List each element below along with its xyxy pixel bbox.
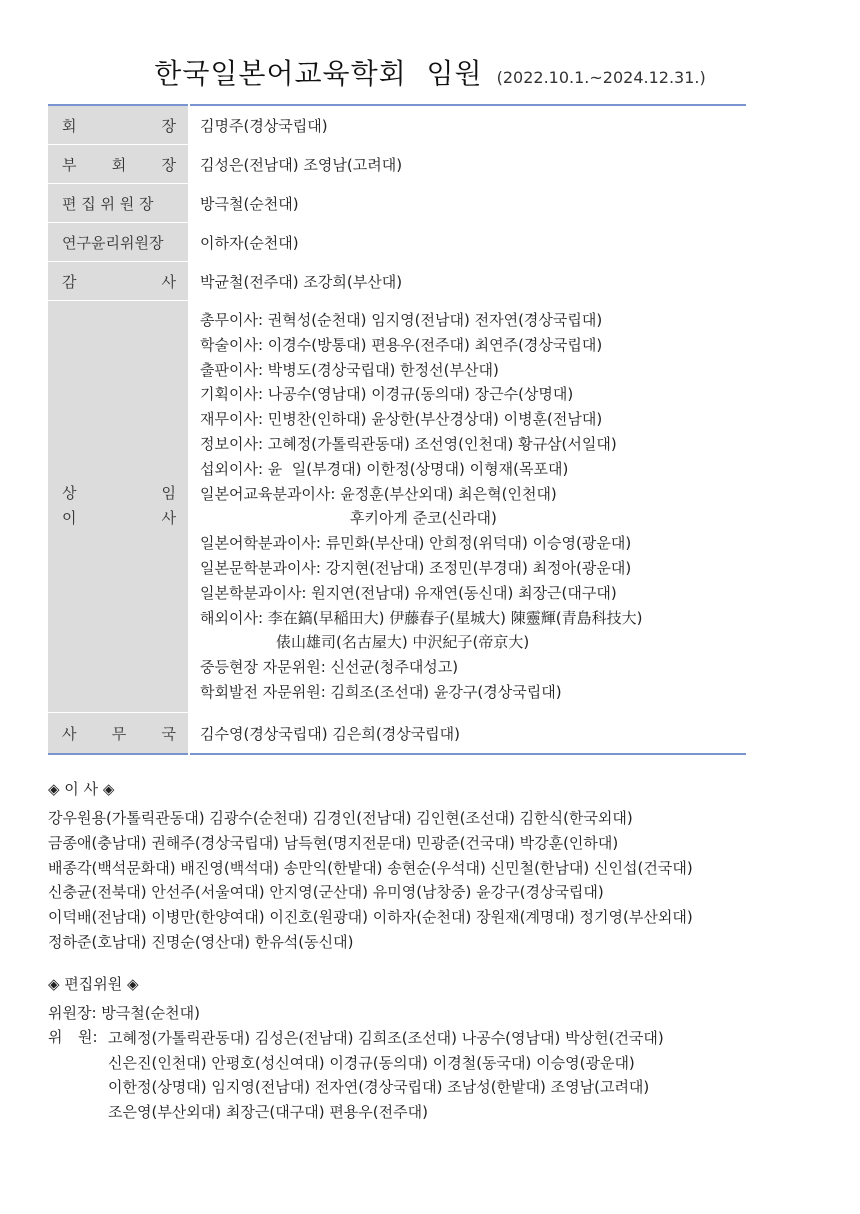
role-label-part: 국 bbox=[161, 724, 176, 743]
role-label-part: 상 bbox=[62, 484, 77, 503]
list-item: 강우원용(가톨릭관동대) 김광수(순천대) 김경인(전남대) 김인현(조선대) 김한식(한국외대) bbox=[48, 809, 633, 827]
list-item: 신은진(인천대) 안평호(성신여대) 이경규(동의대) 이경철(동국대) 이승영(광운대) bbox=[108, 1053, 635, 1072]
officer-row-president bbox=[48, 105, 746, 145]
role-label: 편 집 위 원 장 bbox=[62, 194, 154, 213]
role-cell bbox=[48, 223, 189, 262]
list-item: 학회발전 자문위원: 김희조(조선대) 윤강구(경상국립대) bbox=[200, 682, 562, 701]
list-item: 이한정(상명대) 임지영(전남대) 전자연(경상국립대) 조남성(한밭대) 조영남(고려대) bbox=[108, 1078, 650, 1097]
list-item: 일본어교육분과이사: 윤정훈(부산외대) 최은혁(인천대) bbox=[200, 484, 557, 503]
list-item: 해외이사: 李在鎬(早稲田大) 伊藤春子(星城大) 陳靈輝(青島科技大) bbox=[200, 608, 643, 627]
role-label-part: 무 bbox=[111, 724, 127, 743]
role-label-part: 이 bbox=[62, 509, 77, 528]
officer-value: 이하자(순천대) bbox=[189, 223, 746, 262]
role-cell bbox=[48, 712, 189, 754]
officer-value: 박균철(전주대) 조강희(부산대) bbox=[189, 262, 746, 301]
members-label-part: 원: bbox=[78, 1027, 98, 1046]
officers-table bbox=[48, 104, 746, 755]
list-item: 정하준(호남대) 진명순(영산대) 한유석(동신대) bbox=[48, 932, 354, 951]
list-item: 출판이사: 박병도(경상국립대) 한정선(부산대) bbox=[200, 360, 499, 379]
list-item: 일본어학분과이사: 류민화(부산대) 안희정(위덕대) 이승영(광운대) bbox=[200, 534, 632, 553]
officer-row-ethics-chief bbox=[48, 223, 746, 262]
officer-value: 김명주(경상국립대) bbox=[200, 116, 328, 135]
role-label-part: 장 bbox=[161, 116, 176, 135]
officer-row-vice-president bbox=[48, 145, 746, 184]
list-item: 중등현장 자문위원: 신선균(청주대성고) bbox=[200, 658, 459, 677]
role-label-part: 장 bbox=[161, 155, 176, 174]
list-item: 일본문학분과이사: 강지현(전남대) 조정민(부경대) 최정아(광운대) bbox=[200, 558, 632, 577]
members-label bbox=[48, 1026, 108, 1125]
role-cell bbox=[48, 105, 189, 145]
role-label-part: 사 bbox=[161, 509, 176, 528]
list-item: 금종애(충남대) 권해주(경상국립대) 남득현(명지전문대) 민광준(건국대) 박강훈(인하대) bbox=[48, 833, 619, 852]
officer-row-secretariat bbox=[48, 712, 746, 754]
role-label: 연구윤리위원장 bbox=[62, 233, 164, 252]
list-item: 재무이사: 민병찬(인하대) 윤상한(부산경상대) 이병훈(전남대) bbox=[200, 410, 603, 429]
term-period: (2022.10.1.~2024.12.31.) bbox=[496, 68, 706, 87]
list-item: 조은영(부산외대) 최장근(대구대) 편용우(전주대) bbox=[108, 1103, 428, 1122]
title-row bbox=[0, 52, 860, 92]
editorial-chair: 위원장: 방극철(순천대) bbox=[48, 1004, 200, 1022]
list-item: 학술이사: 이경수(방통대) 편용우(전주대) 최연주(경상국립대) bbox=[200, 335, 603, 354]
role-label-part: 임 bbox=[161, 484, 176, 503]
section-heading: ◈ 편집위원 ◈ bbox=[48, 975, 139, 993]
members-label-part: 위 bbox=[48, 1027, 63, 1046]
page-title: 한국일본어교육학회 임원 bbox=[154, 57, 483, 90]
role-label-part: 사 bbox=[161, 272, 176, 291]
editorial-section bbox=[48, 972, 664, 1125]
directors-section bbox=[48, 777, 693, 955]
list-item: 고혜정(가톨릭관동대) 김성은(전남대) 김희조(조선대) 나공수(영남대) 박상헌(건국대) bbox=[108, 1028, 664, 1047]
list-item: 총무이사: 권혁성(순천대) 임지영(전남대) 전자연(경상국립대) bbox=[200, 311, 603, 329]
role-label-part: 부 bbox=[62, 155, 77, 174]
members-list bbox=[108, 1026, 664, 1125]
role-label-part: 회 bbox=[111, 155, 127, 174]
list-item: 신충균(전북대) 안선주(서울여대) 안지영(군산대) 유미영(남창중) 윤강구(경상국립대) bbox=[48, 883, 604, 902]
role-cell bbox=[48, 184, 189, 223]
role-label-part: 감 bbox=[62, 272, 77, 291]
role-cell bbox=[48, 301, 189, 713]
list-item: 이덕배(전남대) 이병만(한양여대) 이진호(원광대) 이하자(순천대) 장원재(계명대) 정기영(부산외대) bbox=[48, 908, 693, 927]
role-label-part: 사 bbox=[62, 724, 77, 743]
role-cell bbox=[48, 262, 189, 301]
list-item: 기획이사: 나공수(영남대) 이경규(동의대) 장근수(상명대) bbox=[200, 385, 574, 404]
list-item: 俵山雄司(名古屋大) 中沢紀子(帝京大) bbox=[276, 633, 530, 652]
role-cell bbox=[48, 145, 189, 184]
list-item: 후키아게 준코(신라대) bbox=[350, 509, 497, 528]
officer-value: 김수영(경상국립대) 김은희(경상국립대) bbox=[189, 712, 746, 754]
list-item: 섭외이사: 윤 일(부경대) 이한정(상명대) 이형재(목포대) bbox=[200, 459, 569, 478]
list-item: 배종각(백석문화대) 배진영(백석대) 송만익(한밭대) 송현순(우석대) 신민철(한남대) 신인섭(건국대) bbox=[48, 858, 693, 877]
role-label-part: 회 bbox=[62, 116, 77, 135]
officer-row-standing-directors bbox=[48, 301, 746, 713]
editorial-members bbox=[48, 1026, 664, 1125]
standing-directors-list bbox=[189, 301, 746, 713]
list-item: 정보이사: 고혜정(가톨릭관동대) 조선영(인천대) 황규삼(서일대) bbox=[200, 434, 617, 453]
officer-value: 김성은(전남대) 조영남(고려대) bbox=[189, 145, 746, 184]
list-item: 일본학분과이사: 원지연(전남대) 유재연(동신대) 최장근(대구대) bbox=[200, 583, 617, 602]
section-heading: ◈ 이 사 ◈ bbox=[48, 780, 115, 798]
officer-row-editor-chief bbox=[48, 184, 746, 223]
officer-value: 방극철(순천대) bbox=[189, 184, 746, 223]
officer-row-auditor bbox=[48, 262, 746, 301]
